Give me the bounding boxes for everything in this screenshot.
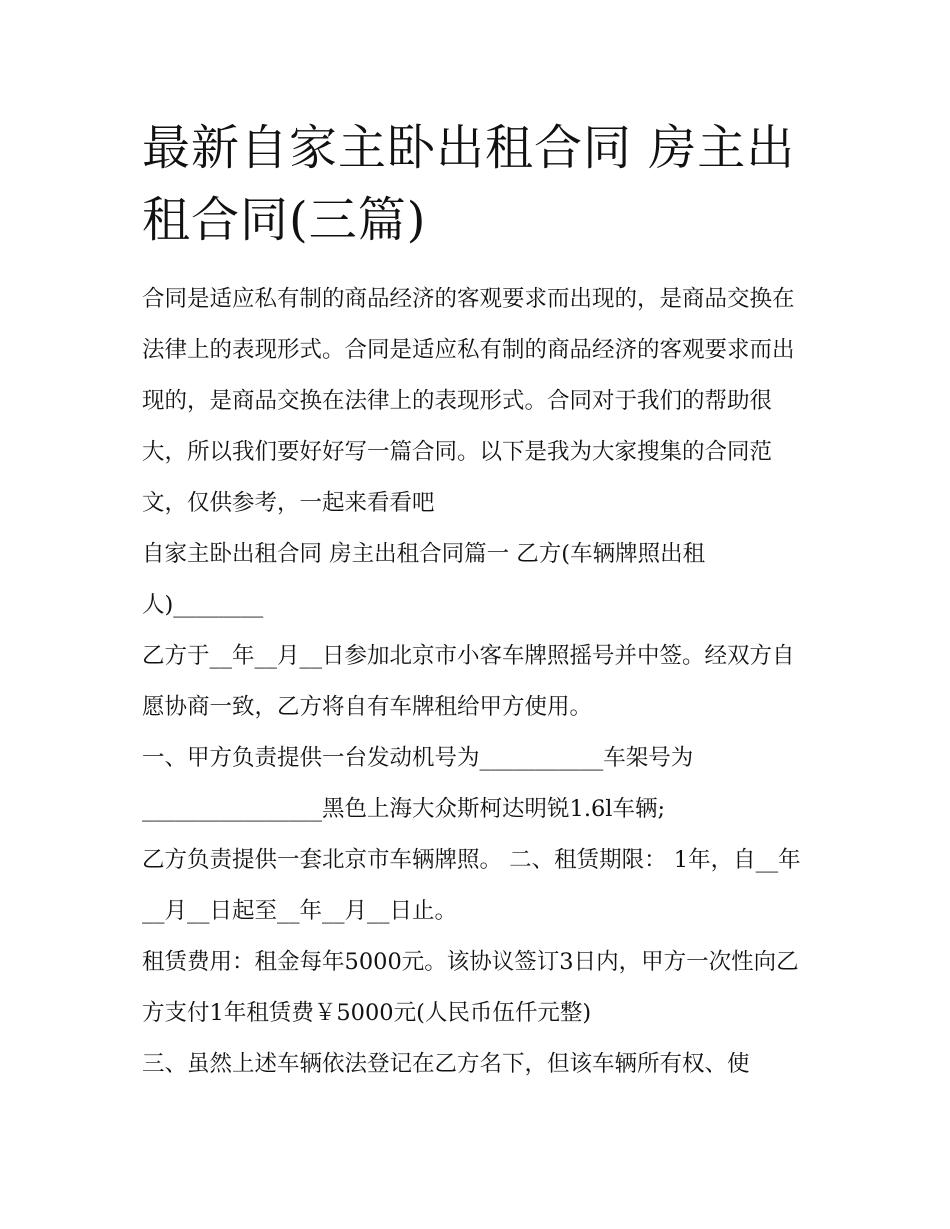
rent-fee-paragraph: 租赁费用：租金每年5000元。该协议签订3日内，甲方一次性向乙方支付1年租赁费￥5000元(人民币伍仟元整) [142, 949, 799, 1026]
clause-three-paragraph: 三、虽然上述车辆依法登记在乙方名下，但该车辆所有权、使 [142, 1051, 750, 1077]
document-page [142, 112, 814, 1090]
intro-paragraph: 合同是适应私有制的商品经济的客观要求而出现的，是商品交换在法律上的表现形式。合同是适应私有制的商品经济的客观要求而出现的，是商品交换在法律上的表现形式。合同对于我们的帮助很大，所以我们要好好写一篇合同。以下是我为大家搜集的合同范文，仅供参考，一起来看看吧 [142, 286, 795, 516]
contract-heading-paragraph: 自家主卧出租合同 房主出租合同篇一 乙方(车辆牌照出租人)________ [142, 541, 706, 618]
lease-term-paragraph: 乙方负责提供一套北京市车辆牌照。 二、租赁期限： 1年，自__年__月__日起至__年__月__日止。 [142, 847, 801, 924]
document-title: 最新自家主卧出租合同 房主出租合同(三篇) [142, 120, 796, 248]
clause-one-paragraph: 一、甲方负责提供一台发动机号为___________车架号为________________黑色上海大众斯柯达明锐1.6l车辆; [142, 745, 694, 822]
lottery-paragraph: 乙方于__年__月__日参加北京市小客车牌照摇号并中签。经双方自愿协商一致，乙方将自有车牌租给甲方使用。 [142, 643, 795, 720]
